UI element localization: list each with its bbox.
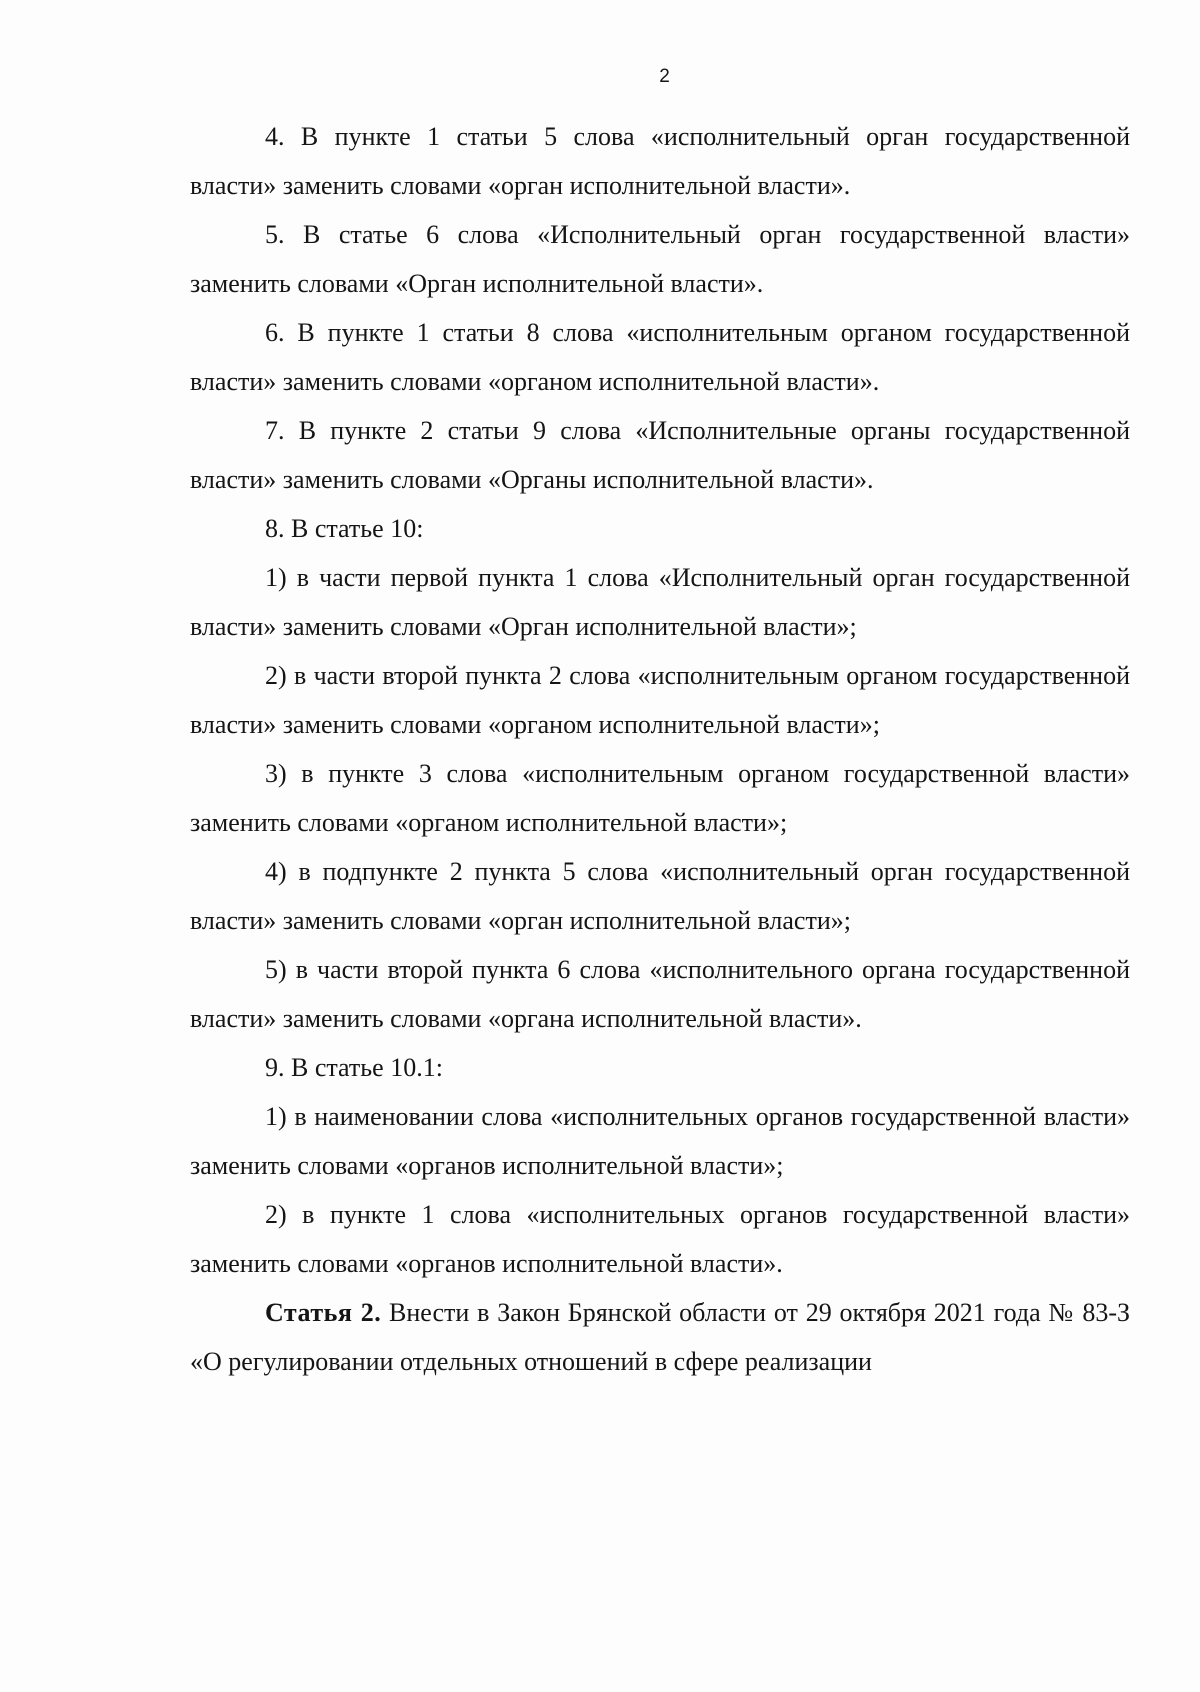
paragraph-item-9: 9. В статье 10.1: [265,1053,443,1082]
paragraph-subitem-8-2: 2) в части второй пункта 2 слова «исполнительным органом государственной власти» заменить словами «органом исполнительной власти»; [190,661,1130,739]
paragraph-subitem-8-4: 4) в подпункте 2 пункта 5 слова «исполнительный орган государственной власти» заменить словами «орган исполнительной власти»; [190,857,1130,935]
article-2-paragraph [190,1288,1130,1386]
paragraph-subitem-9-1: 1) в наименовании слова «исполнительных органов государственной власти» заменить словами «органов исполнительной власти»; [190,1102,1130,1180]
paragraph-item-5: 5. В статье 6 слова «Исполнительный орган государственной власти» заменить словами «Орган исполнительной власти». [190,220,1130,298]
paragraph-subitem-8-1: 1) в части первой пункта 1 слова «Исполнительный орган государственной власти» заменить словами «Орган исполнительной власти»; [190,563,1130,641]
page-number: 2 [659,66,670,87]
paragraph-item-4: 4. В пункте 1 статьи 5 слова «исполнительный орган государственной власти» заменить словами «орган исполнительной власти». [190,122,1130,200]
paragraph-item-7: 7. В пункте 2 статьи 9 слова «Исполнительные органы государственной власти» заменить словами «Органы исполнительной власти». [190,416,1130,494]
paragraph-subitem-9-2: 2) в пункте 1 слова «исполнительных органов государственной власти» заменить словами «органов исполнительной власти». [190,1200,1130,1278]
article-2-text: Внести в Закон Брянской области от 29 октября 2021 года № 83-З «О регулировании отдельных отношений в сфере реализации [190,1298,1131,1376]
paragraph-item-8: 8. В статье 10: [265,514,424,543]
paragraph-item-6: 6. В пункте 1 статьи 8 слова «исполнительным органом государственной власти» заменить словами «органом исполнительной власти». [190,318,1130,396]
article-2-heading: Статья 2. [265,1298,382,1327]
document-body [190,112,1130,1386]
paragraph-subitem-8-5: 5) в части второй пункта 6 слова «исполнительного органа государственной власти» заменить словами «органа исполнительной власти». [190,955,1130,1033]
paragraph-subitem-8-3: 3) в пункте 3 слова «исполнительным органом государственной власти» заменить словами «органом исполнительной власти»; [190,759,1130,837]
